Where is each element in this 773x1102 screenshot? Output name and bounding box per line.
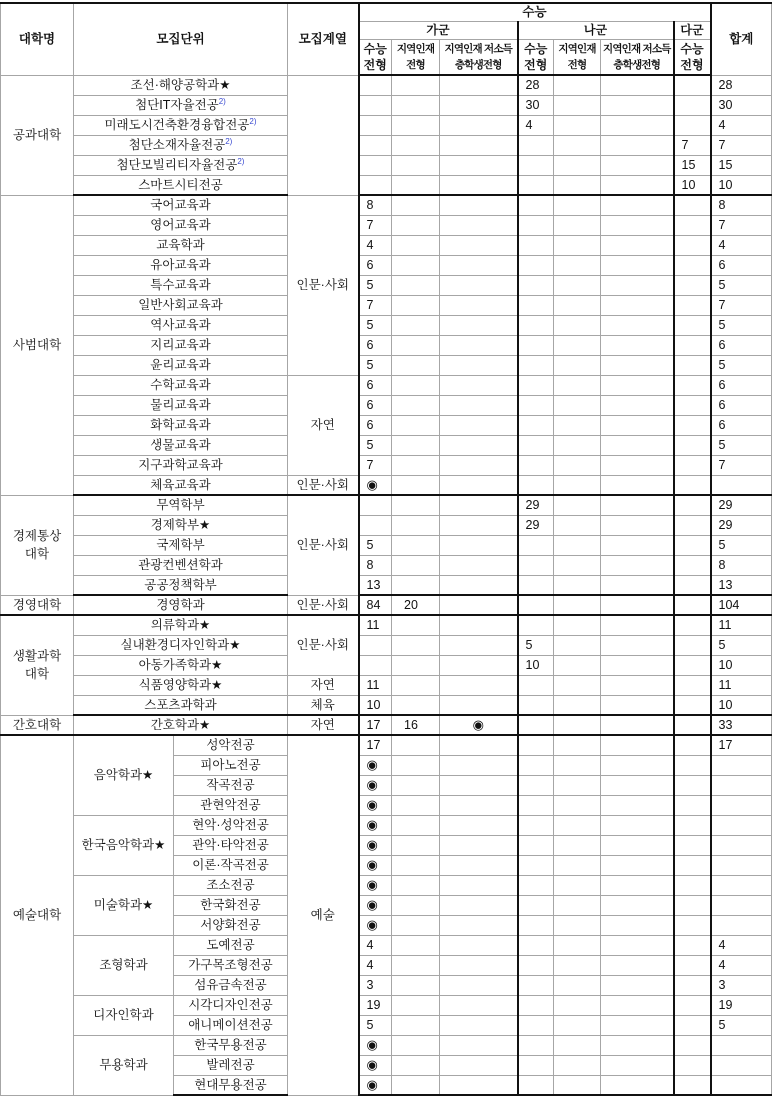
mark-cell: ◉ <box>359 755 392 775</box>
college-cell: 공과대학 <box>1 75 74 195</box>
value-cell <box>554 115 601 135</box>
dept-group-cell: 무용학과 <box>74 1035 174 1095</box>
value-cell <box>440 115 518 135</box>
unit-cell: 관악·타악전공 <box>174 835 288 855</box>
unit-cell: 의류학과★ <box>74 615 288 635</box>
total-cell: 11 <box>711 615 772 635</box>
college-cell: 사범대학 <box>1 195 74 495</box>
total-cell: 5 <box>711 1015 772 1035</box>
header-na-lowincome: 지역인재 저소득층학생전형 <box>601 39 674 75</box>
value-cell <box>674 75 711 95</box>
value-cell <box>440 95 518 115</box>
value-cell <box>554 75 601 95</box>
header-na: 나군 <box>518 21 674 39</box>
value-cell: 4 <box>359 955 392 975</box>
field-cell: 인문·사회 <box>288 615 359 675</box>
unit-cell: 조선·해양공학과★ <box>74 75 288 95</box>
unit-cell: 도예전공 <box>174 935 288 955</box>
value-cell <box>601 115 674 135</box>
field-cell: 인문·사회 <box>288 595 359 615</box>
mark-cell: ◉ <box>359 915 392 935</box>
unit-cell: 식품영양학과★ <box>74 675 288 695</box>
value-cell: 7 <box>359 215 392 235</box>
value-cell: 10 <box>359 695 392 715</box>
total-cell: 4 <box>711 955 772 975</box>
value-cell: 10 <box>518 655 554 675</box>
unit-cell: 한국화전공 <box>174 895 288 915</box>
total-cell: 7 <box>711 295 772 315</box>
total-cell: 5 <box>711 435 772 455</box>
value-cell: 6 <box>359 415 392 435</box>
field-cell <box>288 75 359 195</box>
value-cell <box>359 135 392 155</box>
mark-cell: ◉ <box>359 1035 392 1055</box>
value-cell: 15 <box>674 155 711 175</box>
mark-cell: ◉ <box>359 895 392 915</box>
value-cell: 28 <box>518 75 554 95</box>
value-cell: 84 <box>359 595 392 615</box>
unit-cell: 조소전공 <box>174 875 288 895</box>
unit-cell: 첨단소재자율전공$^{2)}$ <box>74 135 288 155</box>
value-cell <box>674 115 711 135</box>
value-cell: 5 <box>359 435 392 455</box>
total-cell: 5 <box>711 635 772 655</box>
unit-cell: 첨단모빌리티자율전공$^{2)}$ <box>74 155 288 175</box>
value-cell: 5 <box>359 275 392 295</box>
value-cell: 30 <box>518 95 554 115</box>
total-cell: 5 <box>711 275 772 295</box>
value-cell <box>359 175 392 195</box>
total-cell: 5 <box>711 535 772 555</box>
total-cell: 6 <box>711 375 772 395</box>
unit-cell: 일반사회교육과 <box>74 295 288 315</box>
value-cell: 17 <box>359 715 392 735</box>
mark-cell: ◉ <box>359 835 392 855</box>
value-cell <box>392 155 440 175</box>
value-cell <box>440 75 518 95</box>
value-cell <box>518 175 554 195</box>
value-cell <box>601 175 674 195</box>
value-cell: 6 <box>359 375 392 395</box>
total-cell: 104 <box>711 595 772 615</box>
value-cell <box>392 115 440 135</box>
header-ga: 가군 <box>359 21 518 39</box>
total-cell: 5 <box>711 315 772 335</box>
value-cell <box>440 135 518 155</box>
unit-cell: 생물교육과 <box>74 435 288 455</box>
value-cell: 6 <box>359 335 392 355</box>
value-cell: 11 <box>359 615 392 635</box>
college-cell: 경영대학 <box>1 595 74 615</box>
value-cell: 5 <box>518 635 554 655</box>
value-cell: 7 <box>359 455 392 475</box>
unit-cell: 물리교육과 <box>74 395 288 415</box>
unit-cell: 섬유금속전공 <box>174 975 288 995</box>
total-cell: 4 <box>711 235 772 255</box>
unit-cell: 실내환경디자인학과★ <box>74 635 288 655</box>
value-cell: 19 <box>359 995 392 1015</box>
unit-cell: 성악전공 <box>174 735 288 755</box>
total-cell: 28 <box>711 75 772 95</box>
unit-cell: 유아교육과 <box>74 255 288 275</box>
value-cell <box>601 155 674 175</box>
header-na-suneung: 수능 전형 <box>518 39 554 75</box>
unit-cell: 역사교육과 <box>74 315 288 335</box>
unit-cell: 스마트시티전공 <box>74 175 288 195</box>
college-cell: 경제통상대학 <box>1 495 74 595</box>
unit-cell: 가구목조형전공 <box>174 955 288 975</box>
unit-cell: 애니메이션전공 <box>174 1015 288 1035</box>
unit-cell: 공공정책학부 <box>74 575 288 595</box>
college-cell: 예술대학 <box>1 735 74 1095</box>
college-cell: 생활과학대학 <box>1 615 74 715</box>
value-cell: 29 <box>518 495 554 515</box>
header-suneung: 수능 <box>359 3 711 21</box>
unit-cell: 지리교육과 <box>74 335 288 355</box>
unit-cell: 간호학과★ <box>74 715 288 735</box>
field-cell: 자연 <box>288 675 359 695</box>
unit-cell: 윤리교육과 <box>74 355 288 375</box>
unit-cell: 국제학부 <box>74 535 288 555</box>
total-cell: 33 <box>711 715 772 735</box>
total-cell: 19 <box>711 995 772 1015</box>
dept-group-cell: 음악학과★ <box>74 735 174 815</box>
unit-cell: 특수교육과 <box>74 275 288 295</box>
value-cell: 4 <box>359 935 392 955</box>
header-da: 다군 <box>674 21 711 39</box>
total-cell: 6 <box>711 255 772 275</box>
unit-cell: 피아노전공 <box>174 755 288 775</box>
total-cell: 11 <box>711 675 772 695</box>
unit-cell: 관현악전공 <box>174 795 288 815</box>
total-cell: 6 <box>711 335 772 355</box>
value-cell: 5 <box>359 535 392 555</box>
mark-cell: ◉ <box>440 715 518 735</box>
value-cell <box>674 95 711 115</box>
header-field: 모집계열 <box>288 3 359 75</box>
value-cell <box>359 155 392 175</box>
total-cell: 4 <box>711 115 772 135</box>
field-cell: 예술 <box>288 735 359 1095</box>
total-cell: 15 <box>711 155 772 175</box>
unit-cell: 화학교육과 <box>74 415 288 435</box>
college-cell: 간호대학 <box>1 715 74 735</box>
total-cell: 17 <box>711 735 772 755</box>
unit-cell: 발레전공 <box>174 1055 288 1075</box>
field-cell: 자연 <box>288 715 359 735</box>
dept-group-cell: 한국음악학과★ <box>74 815 174 875</box>
value-cell: 5 <box>359 1015 392 1035</box>
value-cell <box>554 95 601 115</box>
value-cell <box>601 75 674 95</box>
header-unit: 모집단위 <box>74 3 288 75</box>
total-cell: 29 <box>711 515 772 535</box>
value-cell: 4 <box>359 235 392 255</box>
unit-cell: 현악·성악전공 <box>174 815 288 835</box>
value-cell: 17 <box>359 735 392 755</box>
value-cell <box>518 155 554 175</box>
total-cell: 8 <box>711 195 772 215</box>
value-cell: 6 <box>359 395 392 415</box>
value-cell <box>518 135 554 155</box>
unit-cell: 수학교육과 <box>74 375 288 395</box>
unit-cell: 현대무용전공 <box>174 1075 288 1095</box>
mark-cell: ◉ <box>359 775 392 795</box>
field-cell: 인문·사회 <box>288 475 359 495</box>
field-cell: 인문·사회 <box>288 195 359 375</box>
value-cell: 8 <box>359 555 392 575</box>
header-ga-suneung: 수능 전형 <box>359 39 392 75</box>
value-cell <box>359 115 392 135</box>
mark-cell: ◉ <box>359 475 392 495</box>
header-ga-lowincome: 지역인재 저소득층학생전형 <box>440 39 518 75</box>
unit-cell: 미래도시건축환경융합전공$^{2)}$ <box>74 115 288 135</box>
field-cell: 인문·사회 <box>288 495 359 595</box>
header-ga-regional: 지역인재 전형 <box>392 39 440 75</box>
mark-cell: ◉ <box>359 1055 392 1075</box>
value-cell <box>392 175 440 195</box>
unit-cell: 교육학과 <box>74 235 288 255</box>
value-cell: 6 <box>359 255 392 275</box>
unit-cell: 스포츠과학과 <box>74 695 288 715</box>
value-cell <box>440 175 518 195</box>
total-cell: 6 <box>711 415 772 435</box>
value-cell: 16 <box>392 715 440 735</box>
value-cell: 13 <box>359 575 392 595</box>
unit-cell: 무역학부 <box>74 495 288 515</box>
value-cell <box>392 95 440 115</box>
value-cell <box>359 75 392 95</box>
value-cell: 11 <box>359 675 392 695</box>
unit-cell: 이론·작곡전공 <box>174 855 288 875</box>
value-cell: 7 <box>674 135 711 155</box>
value-cell <box>392 135 440 155</box>
value-cell <box>392 75 440 95</box>
value-cell <box>554 175 601 195</box>
mark-cell: ◉ <box>359 815 392 835</box>
unit-cell: 작곡전공 <box>174 775 288 795</box>
field-cell: 체육 <box>288 695 359 715</box>
value-cell <box>440 155 518 175</box>
unit-cell: 한국무용전공 <box>174 1035 288 1055</box>
total-cell: 7 <box>711 215 772 235</box>
total-cell: 10 <box>711 175 772 195</box>
value-cell: 10 <box>674 175 711 195</box>
total-cell: 29 <box>711 495 772 515</box>
value-cell <box>359 95 392 115</box>
unit-cell: 시각디자인전공 <box>174 995 288 1015</box>
total-cell: 10 <box>711 655 772 675</box>
total-cell: 5 <box>711 355 772 375</box>
total-cell: 6 <box>711 395 772 415</box>
admission-table <box>0 2 772 1096</box>
value-cell: 7 <box>359 295 392 315</box>
mark-cell: ◉ <box>359 795 392 815</box>
total-cell: 13 <box>711 575 772 595</box>
unit-cell: 관광컨벤션학과 <box>74 555 288 575</box>
value-cell <box>601 135 674 155</box>
total-cell: 4 <box>711 935 772 955</box>
value-cell <box>554 155 601 175</box>
unit-cell: 영어교육과 <box>74 215 288 235</box>
unit-cell: 경제학부★ <box>74 515 288 535</box>
total-cell <box>711 475 772 495</box>
value-cell <box>554 135 601 155</box>
total-cell: 3 <box>711 975 772 995</box>
value-cell: 4 <box>518 115 554 135</box>
header-da-suneung: 수능 전형 <box>674 39 711 75</box>
total-cell: 10 <box>711 695 772 715</box>
unit-cell: 서양화전공 <box>174 915 288 935</box>
unit-cell: 체육교육과 <box>74 475 288 495</box>
unit-cell: 첨단IT자율전공$^{2)}$ <box>74 95 288 115</box>
total-cell: 30 <box>711 95 772 115</box>
value-cell <box>601 95 674 115</box>
field-cell: 자연 <box>288 375 359 475</box>
total-cell: 7 <box>711 455 772 475</box>
mark-cell: ◉ <box>359 1075 392 1095</box>
header-na-regional: 지역인재 전형 <box>554 39 601 75</box>
unit-cell: 국어교육과 <box>74 195 288 215</box>
mark-cell: ◉ <box>359 855 392 875</box>
header-college: 대학명 <box>1 3 74 75</box>
value-cell: 8 <box>359 195 392 215</box>
total-cell: 7 <box>711 135 772 155</box>
unit-cell: 아동가족학과★ <box>74 655 288 675</box>
unit-cell: 지구과학교육과 <box>74 455 288 475</box>
total-cell: 8 <box>711 555 772 575</box>
dept-group-cell: 미술학과★ <box>74 875 174 935</box>
value-cell: 5 <box>359 315 392 335</box>
mark-cell: ◉ <box>359 875 392 895</box>
value-cell: 20 <box>392 595 440 615</box>
header-total: 합계 <box>711 3 772 75</box>
dept-group-cell: 조형학과 <box>74 935 174 995</box>
value-cell: 5 <box>359 355 392 375</box>
value-cell: 3 <box>359 975 392 995</box>
unit-cell: 경영학과 <box>74 595 288 615</box>
value-cell: 29 <box>518 515 554 535</box>
dept-group-cell: 디자인학과 <box>74 995 174 1035</box>
